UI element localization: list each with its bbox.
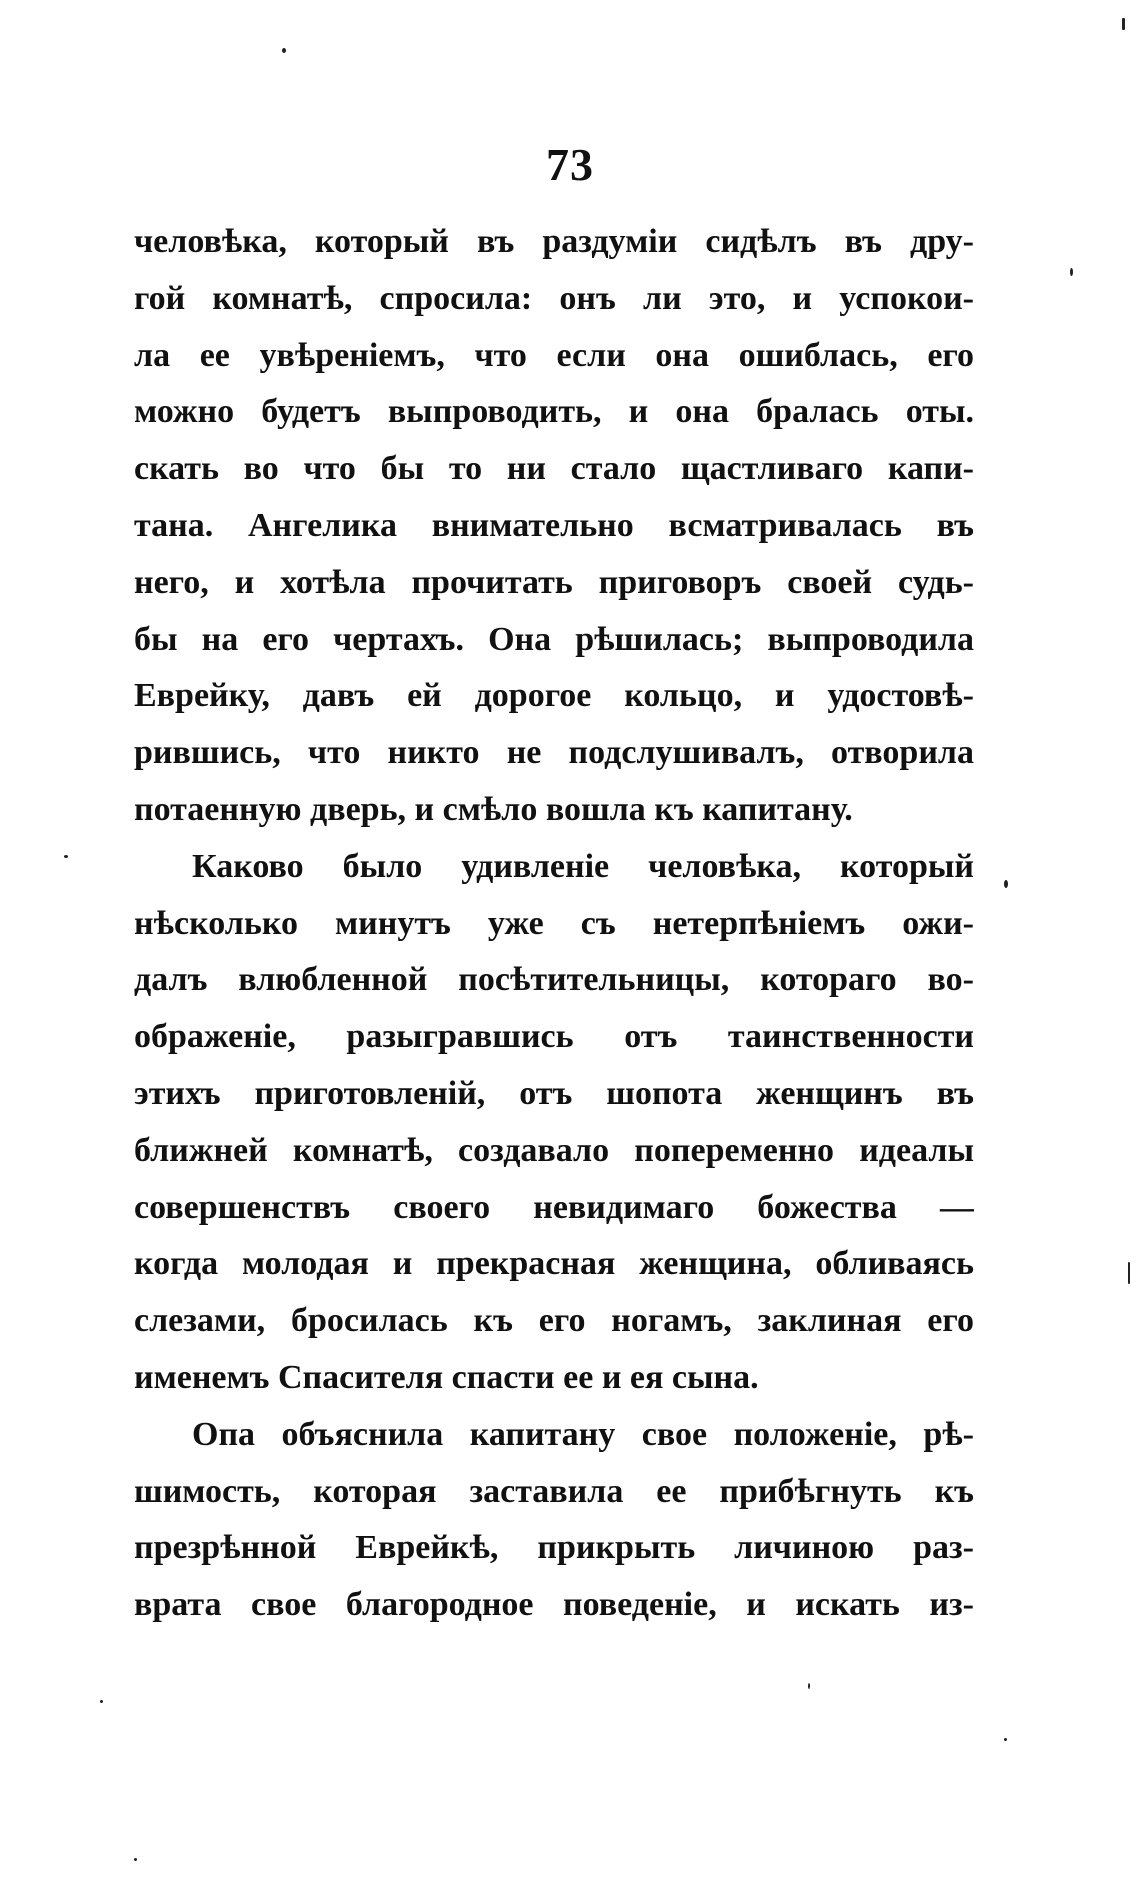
scan-speck	[134, 1858, 137, 1861]
scan-speck	[1128, 1262, 1130, 1284]
text-line: Еврейку, давъ ей дорогое кольцо, и удостовѣ-	[134, 677, 974, 715]
text-line: этихъ приготовленiй, отъ шопота женщинъ въ	[134, 1074, 974, 1112]
scan-speck	[808, 1683, 810, 1689]
text-line: человѣка, который въ раздумiи сидѣлъ въ дру-	[134, 223, 974, 260]
text-line: ла ее увѣренiемъ, что если она ошиблась, его	[134, 336, 974, 374]
text-line: бы на его чертахъ. Она рѣшилась; выпроводила	[134, 620, 974, 658]
paragraph-start-line: Каково было удивленiе человѣка, который	[192, 847, 974, 885]
text-line: тана. Ангелика внимательно всматривалась въ	[134, 506, 974, 544]
text-line: врата свое благородное поведенiе, и искать из-	[134, 1586, 974, 1624]
scan-speck	[1122, 18, 1125, 30]
body-text	[134, 214, 974, 1634]
scan-speck	[64, 855, 68, 858]
scan-speck	[1070, 268, 1073, 276]
text-line: нѣсколько минутъ уже съ нетерпѣнiемъ ожи-	[134, 904, 974, 942]
text-line: можно будетъ выпроводить, и она бралась оты.	[134, 393, 974, 431]
text-line: него, и хотѣла прочитать приговоръ своей судь-	[134, 563, 974, 601]
text-line: ближней комнатѣ, создавало попеременно идеалы	[134, 1131, 974, 1169]
text-line: ображенiе, разыгравшись отъ таинственности	[134, 1018, 974, 1056]
page-number: 73	[546, 139, 594, 190]
text-line: далъ влюбленной посѣтительницы, котораго во-	[134, 961, 974, 999]
text-line: совершенствъ своего невидимаго божества —	[134, 1188, 974, 1226]
scan-speck	[282, 48, 286, 53]
scan-speck	[100, 1700, 103, 1703]
text-line: скать во что бы то ни стало щастливаго капи-	[134, 450, 974, 488]
text-line: гой комнатѣ, спросила: онъ ли это, и успокои-	[134, 279, 974, 317]
text-line: когда молодая и прекрасная женщина, обливаясь	[134, 1245, 974, 1283]
scan-speck	[1004, 1738, 1007, 1741]
text-line: слезами, бросилась къ его ногамъ, заклиная его	[134, 1302, 974, 1340]
text-line: именемъ Спасителя спасти ее и ея сына.	[134, 1358, 759, 1396]
text-line: потаенную дверь, и смѣло вошла къ капитану.	[134, 790, 853, 828]
text-line: рившись, что никто не подслушивалъ, отворила	[134, 734, 974, 772]
scan-speck	[1004, 880, 1008, 888]
text-line: шимость, которая заставила ее прибѣгнуть къ	[134, 1472, 974, 1510]
paragraph-start-line: Опа объяснила капитану свое положенiе, рѣ-	[192, 1415, 974, 1453]
text-line: презрѣнной Еврейкѣ, прикрыть личиною раз-	[134, 1529, 974, 1567]
